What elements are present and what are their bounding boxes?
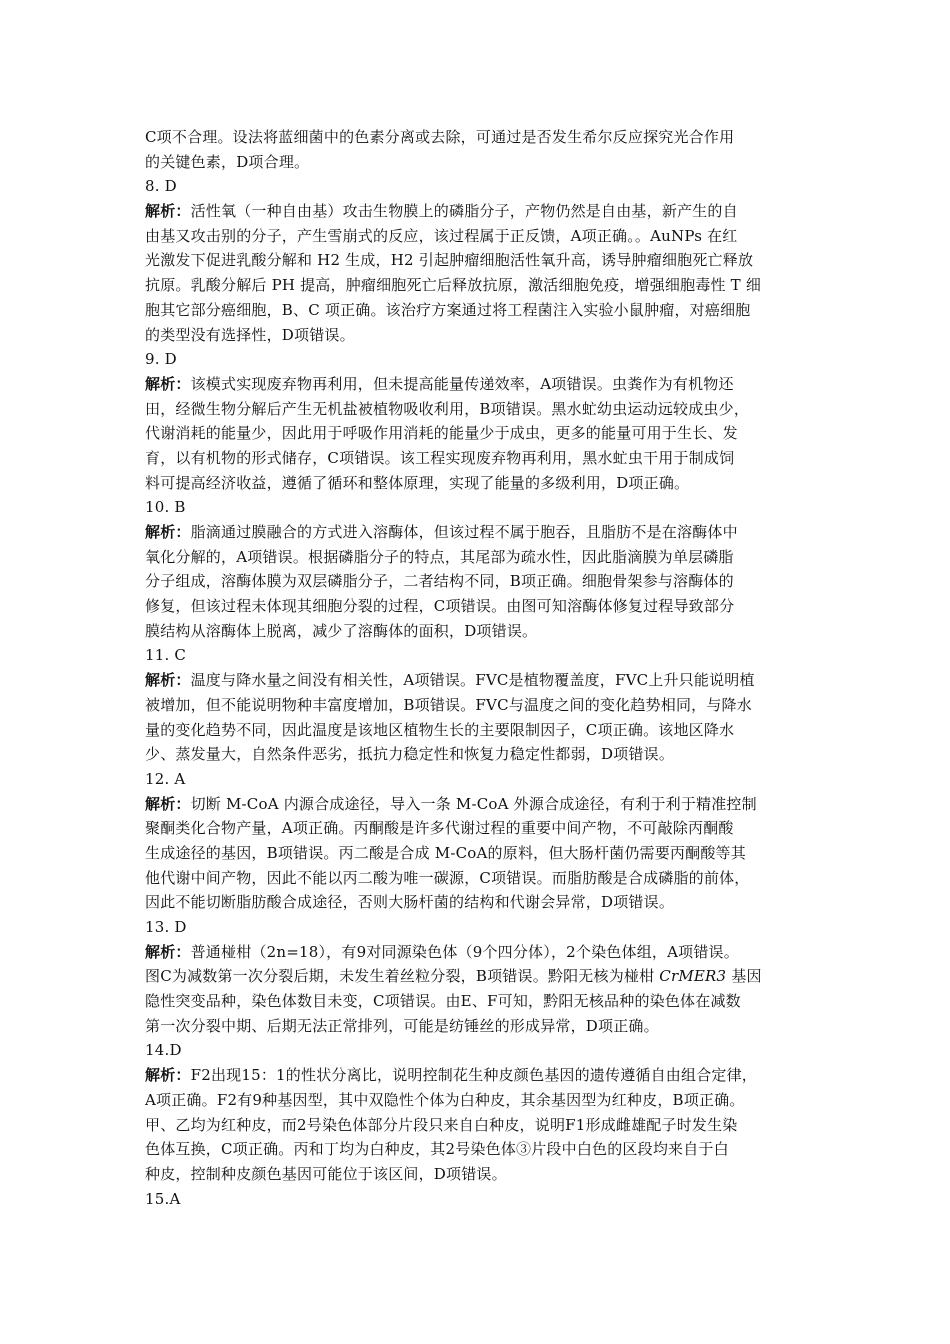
- text-line: 种皮，控制种皮颜色基因可能位于该区间，D项错误。: [145, 1164, 507, 1183]
- text-line: 修复，但该过程未体现其细胞分裂的过程，C项错误。由图可知溶酶体修复过程导致部分: [145, 597, 735, 616]
- text-line: 分子组成，溶酶体膜为双层磷脂分子，二者结构不同，B项正确。细胞骨架参与溶酶体的: [145, 572, 734, 591]
- text-line: 少、蒸发量大，自然条件恶劣，抵抗力稳定性和恢复力稳定性都弱，D项错误。: [145, 745, 675, 764]
- text-line: C项不合理。设法将蓝细菌中的色素分离或去除，可通过是否发生希尔反应探究光合作用: [145, 128, 735, 146]
- analysis-line: 解析：活性氧（一种自由基）攻击生物膜上的磷脂分子，产物仍然是自由基，新产生的自: [145, 202, 738, 221]
- text-line: 由基又攻击别的分子，产生雪崩式的反应，该过程属于正反馈，A项正确。。AuNPs 在红: [145, 226, 738, 245]
- answer-number: 11. C: [145, 646, 187, 665]
- answer-number: 12. A: [145, 769, 186, 788]
- answer-number: 10. B: [145, 498, 186, 517]
- text-line: 氧化分解的，A项错误。根据磷脂分子的特点，其尾部为疏水性，因此脂滴膜为单层磷脂: [145, 547, 734, 566]
- answer-number: 8. D: [145, 177, 177, 196]
- answer-number: 15.A: [145, 1189, 181, 1208]
- analysis-line: 解析：该模式实现废弃物再利用，但未提高能量传递效率，A项错误。虫粪作为有机物还: [145, 374, 734, 393]
- analysis-line: 解析：F2出现15：1的性状分离比，说明控制花生种皮颜色基因的遗传遵循自由组合定律，: [145, 1066, 757, 1085]
- text-line: 被增加，但不能说明物种丰富度增加，B项错误。FVC与温度之间的变化趋势相同，与降水: [145, 695, 752, 714]
- text-line: 田，经微生物分解后产生无机盐被植物吸收利用，B项错误。黑水虻幼虫运动远较成虫少，: [145, 399, 750, 418]
- text-line: 量的变化趋势不同，因此温度是该地区植物生长的主要限制因子，C项正确。该地区降水: [145, 720, 735, 739]
- text-line: 胞其它部分癌细胞，B、C 项正确。该治疗方案通过将工程菌注入实验小鼠肿瘤，对癌细胞: [145, 300, 751, 319]
- analysis-line: 解析：切断 M-CoA 内源合成途径，导入一条 M-CoA 外源合成途径，有利于利于精准控制: [145, 794, 757, 813]
- answer-number: 14.D: [145, 1041, 182, 1060]
- analysis-line: 解析：脂滴通过膜融合的方式进入溶酶体，但该过程不属于胞吞，且脂肪不是在溶酶体中: [145, 523, 738, 541]
- text-line: 代谢消耗的能量少，因此用于呼吸作用消耗的能量少于成虫，更多的能量可用于生长、发: [145, 424, 738, 443]
- text-line: 的类型没有选择性，D项错误。: [145, 325, 355, 344]
- text-line: 的关键色素，D项合理。: [145, 152, 310, 171]
- text-line: 生成途径的基因，B项错误。丙二酸是合成 M-CoA的原料，但大肠杆菌仍需要丙酮酸等其: [145, 843, 746, 862]
- text-line: 膜结构从溶酶体上脱离，减少了溶酶体的面积，D项错误。: [145, 621, 538, 640]
- document-page: [145, 125, 813, 1211]
- text-line: 抗原。乳酸分解后 PH 提高，肿瘤细胞死亡后释放抗原，激活细胞免疫，增强细胞毒性 T 细: [145, 276, 762, 295]
- text-line: 育，以有机物的形式储存，C项错误。该工程实现废弃物再利用，黑水虻虫干用于制成饲: [145, 448, 735, 467]
- text-line: 甲、乙均为红种皮，而2号染色体部分片段只来自白种皮，说明F1形成雌雄配子时发生染: [145, 1115, 738, 1134]
- text-line: 因此不能切断脂肪酸合成途径，否则大肠杆菌的结构和代谢会异常，D项错误。: [145, 893, 675, 912]
- text-line: 图C为减数第一次分裂后期，未发生着丝粒分裂，B项错误。黔阳无核为椪柑 CrMER3 基因: [145, 967, 762, 986]
- text-line: 光激发下促进乳酸分解和 H2 生成，H2 引起肿瘤细胞活性氧升高，诱导肿瘤细胞死亡释放: [145, 251, 754, 270]
- answer-number: 9. D: [145, 350, 177, 369]
- text-line: 聚酮类化合物产量，A项正确。丙酮酸是许多代谢过程的重要中间产物，不可敲除丙酮酸: [145, 819, 734, 838]
- text-line: 色体互换，C项正确。丙和丁均为白种皮，其2号染色体③片段中白色的区段均来自于白: [145, 1140, 729, 1159]
- text-line: 第一次分裂中期、后期无法正常排列，可能是纺锤丝的形成异常，D项正确。: [145, 1016, 659, 1035]
- text-line: A项正确。F2有9种基因型，其中双隐性个体为白种皮，其余基因型为红种皮，B项正确。: [145, 1090, 745, 1109]
- text-line: 隐性突变品种，染色体数目未变，C项错误。由E、F可知，黔阳无核品种的染色体在减数: [145, 992, 741, 1011]
- analysis-line: 解析：普通椪柑（2n=18），有9对同源染色体（9个四分体），2个染色体组，A项错误。: [145, 942, 739, 961]
- answer-number: 13. D: [145, 918, 187, 936]
- text-line: 他代谢中间产物，因此不能以丙二酸为唯一碳源，C项错误。而脂肪酸是合成磷脂的前体，: [145, 868, 750, 887]
- analysis-line: 解析：温度与降水量之间没有相关性，A项错误。FVC是植物覆盖度，FVC上升只能说明植: [145, 671, 755, 690]
- text-line: 料可提高经济收益，遵循了循环和整体原理，实现了能量的多级利用，D项正确。: [145, 473, 690, 492]
